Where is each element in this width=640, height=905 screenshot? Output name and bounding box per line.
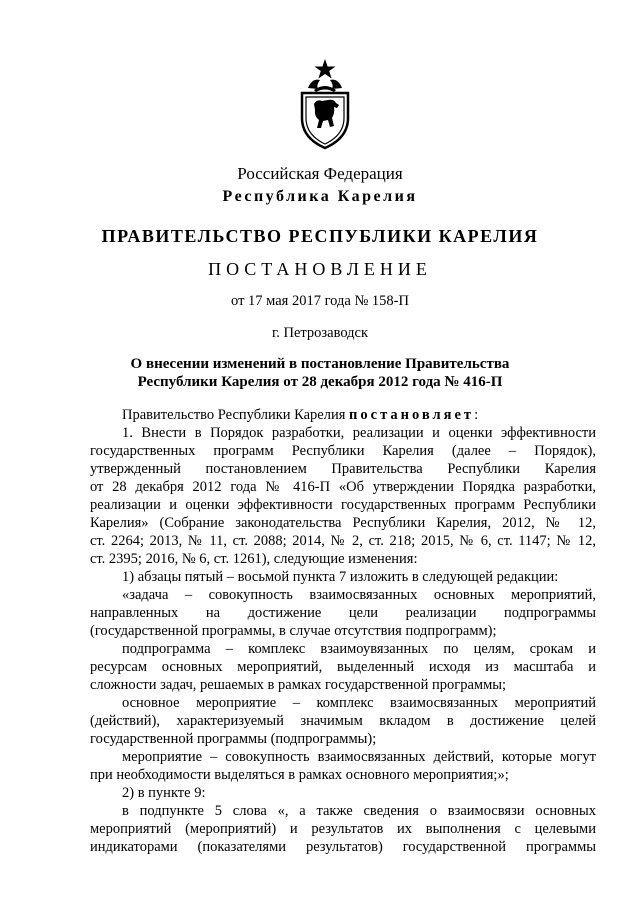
text-line: ст. 2395; 2016, № 6, ст. 1261), следующие изменения: [90,551,418,567]
text-line: направленных на достижение цели реализации подпрограммы [90,605,596,621]
text-line: мероприятий (мероприятий) и результатов их выполнения с целевыми [90,821,596,837]
intro-emphasis: постановляет [349,407,475,423]
intro-text: Правительство Республики Карелия [122,407,350,423]
text-line: 1. Внести в Порядок разработки, реализации и оценки эффективности [122,425,596,441]
subject-line: О внесении изменений в постановление Правительства [130,356,510,372]
text-line: от 28 декабря 2012 года № 416-П «Об утверждении Порядка разработки, [90,479,596,495]
subject-line: Республики Карелия от 28 декабря 2012 года № 416-П [137,374,503,390]
text-line: (государственной программы, в случае отсутствия подпрограмм); [90,623,497,639]
text-line: государственных программ Республики Карелия (далее – Порядок), [90,443,596,459]
intro-end: : [474,407,479,423]
paragraph-6 [90,748,596,784]
text-line: ст. 2264; 2013, № 11, ст. 2088; 2014, № 2, ст. 218; 2015, № 6, ст. 1147; № 12, [90,533,596,549]
text-line: Карелия» (Собрание законодательства Республики Карелия, 2012, № 12, [90,515,596,531]
paragraph-1 [90,424,596,568]
paragraph-4 [90,640,596,694]
paragraph-8 [90,802,596,856]
text-line: индикаторами (показателями результатов) государственной программы [90,839,596,855]
document-city: г. Петрозаводск [271,325,369,341]
paragraph-3 [90,586,596,640]
karelia-coat-of-arms-icon [294,58,356,150]
text-line: в подпункте 5 слова «, а также сведения о взаимосвязи основных [122,803,596,819]
document-body [90,406,596,856]
intro-paragraph [90,406,596,424]
text-line: основное мероприятие – комплекс взаимосвязанных мероприятий [122,695,596,711]
paragraph-5 [90,694,596,748]
text-line: сложности задач, решаемых в рамках государственной программы; [90,677,507,693]
text-line: утвержденный постановлением Правительства Республики Карелия [90,461,596,477]
text-line: реализации и оценки эффективности государственных программ Республики [90,497,596,513]
text-line: государственной программы (подпрограммы); [90,731,377,747]
document-type: ПОСТАНОВЛЕНИЕ [208,259,432,279]
paragraph-2: 1) абзацы пятый – восьмой пункта 7 изложить в следующей редакции: [122,569,559,585]
text-line: мероприятие – совокупность взаимосвязанных действий, которые могут [122,749,596,765]
text-line: «задача – совокупность взаимосвязанных основных мероприятий, [122,587,596,603]
document-subject [0,355,640,391]
text-line: ресурсам основных мероприятий, выделенный исходя из масштаба и [90,659,596,675]
text-line: при необходимости выделяться в рамках основного мероприятия;»; [90,767,509,783]
text-line: (действий), характеризуемый значимым вкладом в достижение целей [90,713,596,729]
text-line: подпрограмма – комплекс взаимоувязанных по целям, срокам и [122,641,596,657]
republic-name: Республика Карелия [222,188,418,205]
document-date-number: от 17 мая 2017 года № 158-П [231,293,409,309]
country-name: Российская Федерация [237,164,403,183]
paragraph-7: 2) в пункте 9: [122,785,206,801]
government-title: ПРАВИТЕЛЬСТВО РЕСПУБЛИКИ КАРЕЛИЯ [101,226,539,246]
